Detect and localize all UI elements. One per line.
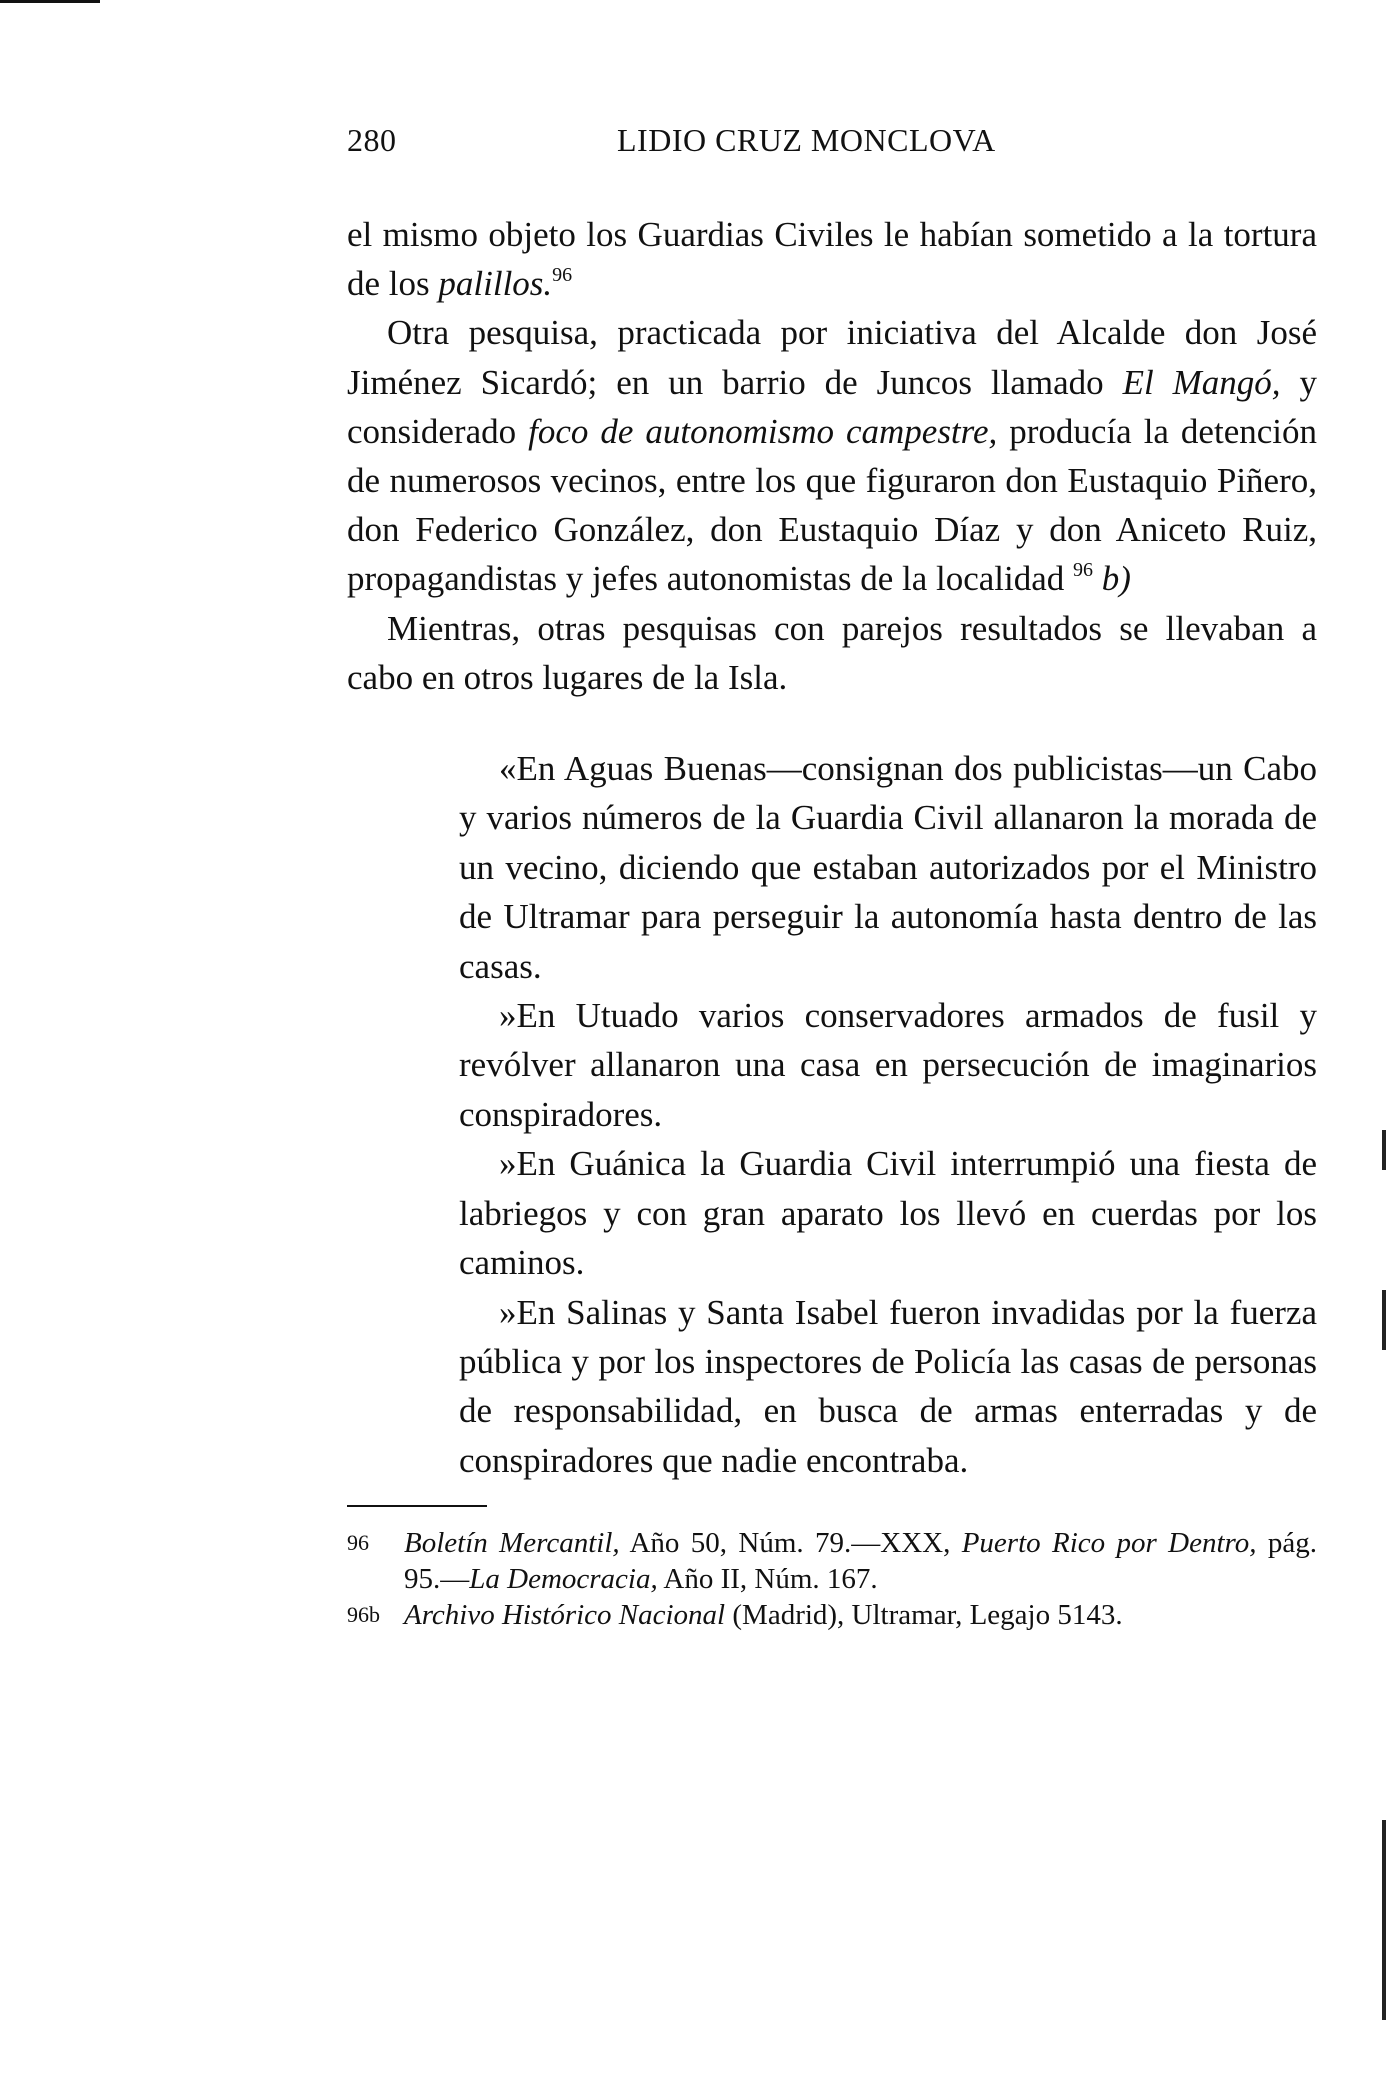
body-text	[347, 210, 1317, 702]
footnotes	[347, 1525, 1317, 1633]
page-number: 280	[347, 122, 397, 158]
footnote-mark: 96	[347, 1530, 369, 1556]
quote-paragraph-3	[459, 1139, 1317, 1287]
footnote-reference: 96	[552, 264, 573, 287]
paragraph-3	[347, 604, 1317, 702]
edge-mark-upper	[1382, 1130, 1386, 1170]
italic-text: foco de autonomismo campestre,	[528, 411, 998, 451]
text-run: pág. 95.—	[404, 1527, 1318, 1596]
italic-text: El Mangó,	[1122, 362, 1281, 402]
text-run: »En Utuado varios conservadores armados de fusil y revólver allanaron una casa en persecución de imaginarios conspiradores.	[459, 996, 1317, 1134]
text-run: »En Salinas y Santa Isabel fueron invadidas por la fuerza pública y por los inspectores de Policía las casas de personas de responsabilidad, en busca de armas enterradas y de conspiradores que nadie encontraba.	[459, 1292, 1317, 1480]
text-run: «En Aguas Buenas—consignan dos publicistas—un Cabo y varios números de la Guardia Civil allanaron la morada de un vecino, diciendo que estaban autorizados por el Ministro de Ultramar para perseguir la autonomía hasta dentro de las casas.	[459, 749, 1317, 986]
quote-paragraph-2	[459, 991, 1317, 1139]
text-run: Mientras, otras pesquisas con parejos resultados se llevaban a cabo en otros lugares de la Isla.	[347, 608, 1317, 697]
italic-text: Archivo Histórico Nacional	[404, 1599, 726, 1632]
text-run: producía la detención de numerosos vecinos, entre los que figuraron don Eustaquio Piñero, don Federico González, don Eustaquio Díaz y don Aniceto Ruiz, propagandistas y jefes autonomistas de la localidad	[347, 411, 1317, 599]
quote-paragraph-1	[459, 744, 1317, 991]
footnote-text	[404, 1599, 1123, 1631]
footnote-rule	[347, 1505, 487, 1507]
footnote-96	[347, 1525, 1317, 1597]
italic-text: Boletín Mercantil,	[404, 1527, 620, 1560]
edge-mark-lower	[1382, 1820, 1386, 2020]
text-run: »En Guánica la Guardia Civil interrumpió una fiesta de labriegos y con gran aparato los llevó en cuerdas por los caminos.	[459, 1144, 1317, 1283]
corner-rule	[0, 0, 100, 3]
text-run: Año 50, Núm. 79.—XXX,	[619, 1527, 962, 1560]
text-run: (Madrid), Ultramar, Legajo 5143.	[725, 1599, 1123, 1632]
book-page	[347, 100, 1317, 1633]
edge-mark-middle	[1382, 1290, 1386, 1350]
running-head	[347, 100, 1317, 160]
block-quote	[459, 744, 1317, 1485]
italic-text: palillos.	[438, 264, 553, 304]
italic-text: b)	[1093, 559, 1131, 599]
footnote-reference: 96	[1073, 559, 1094, 582]
text-run: Otra pesquisa, practicada por iniciativa del Alcalde don José Jiménez Sicardó; en un barrio de Juncos llamado	[347, 313, 1317, 402]
text-run: el mismo objeto los Guardias Civiles le habían sometido a la tortura de los	[347, 215, 1317, 304]
quote-paragraph-4	[459, 1288, 1317, 1486]
running-title: LIDIO CRUZ MONCLOVA	[617, 122, 996, 158]
text-run: Año II, Núm. 167.	[657, 1563, 878, 1596]
footnote-mark: 96b	[347, 1602, 380, 1628]
italic-text: Puerto Rico por Dentro,	[961, 1527, 1257, 1560]
paragraph-2	[347, 308, 1317, 603]
paragraph-1	[347, 210, 1317, 308]
footnote-96b	[347, 1597, 1317, 1633]
text-run: y considerado	[347, 362, 1318, 451]
footnote-text	[404, 1527, 1317, 1595]
italic-text: La Democracia,	[469, 1563, 658, 1596]
